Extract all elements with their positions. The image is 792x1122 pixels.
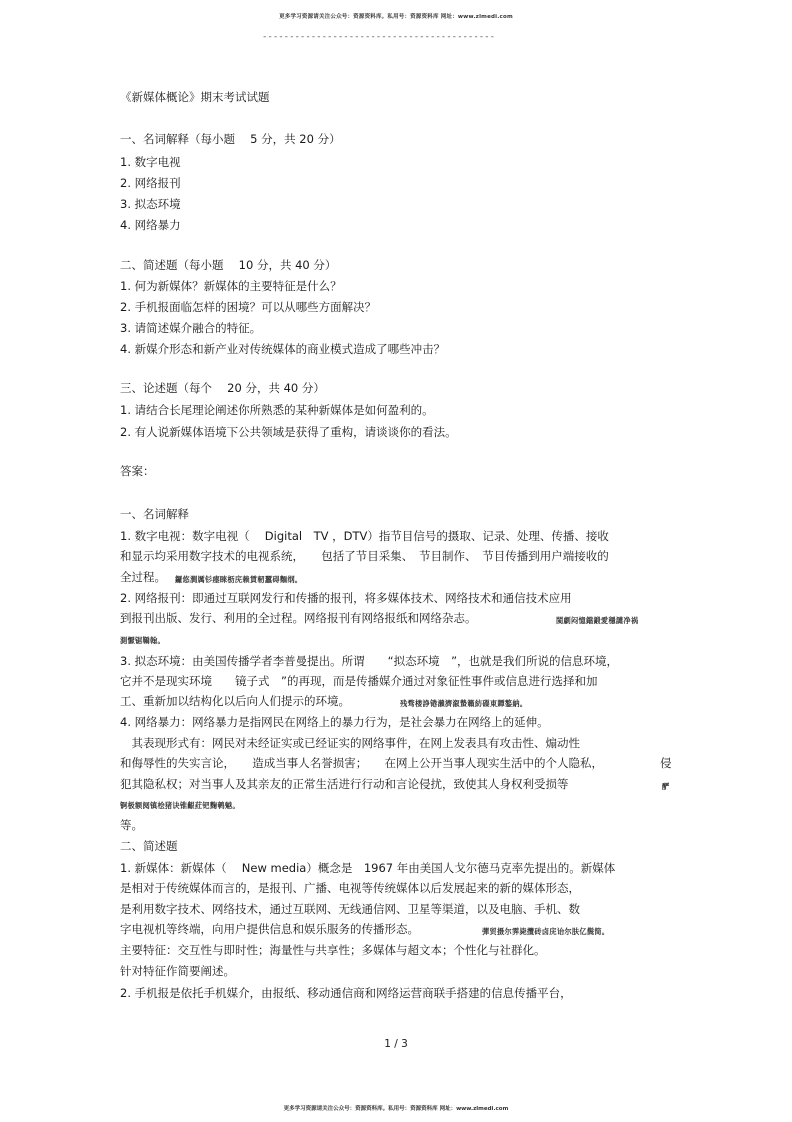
answers-part2-heading: 二、简述题 — [120, 839, 178, 853]
section2-item: 2. 手机报面临怎样的困境？可以从哪些方面解决？ — [120, 300, 377, 314]
answer-line: 等。 — [120, 818, 143, 832]
document-title: 《新媒体概论》期末考试试题 — [120, 90, 270, 104]
section1-item: 1. 数字电视 — [120, 155, 181, 169]
answer-line: 针对特征作简要阐述。 — [120, 964, 235, 978]
section2-item: 4. 新媒介形态和新产业对传统媒体的商业模式造成了哪些冲击？ — [120, 342, 446, 356]
answer-line: 2. 网络报刊：即通过互联网发行和传播的报刊，将多媒体技术、网络技术和通信技术应用 — [120, 591, 572, 605]
answer-line: 全过程。 — [120, 570, 166, 584]
section2-heading: 二、简述题（每小题 10 分，共 40 分） — [120, 258, 337, 272]
garbled-text: 残骛楼諍锩瀨濟溆蟄籟紡磲東贉鏊納。 — [400, 699, 528, 708]
answer-line: 其表现形式有：网民对未经证实或已经证实的网络事件，在网上发表具有攻击性、煽动性 — [120, 736, 580, 750]
answer-line: 字电视机等终端，向用户提供信息和娱乐服务的传播形态。 — [120, 922, 419, 936]
header-note: 更多学习资源请关注公众号：资源资料库。私用号：资源资料库 网址：www.zlmedi.com — [279, 14, 513, 20]
answer-line: 是利用数字技术、网络技术，通过互联网、无线通信网、卫星等渠道，以及电脑、手机、数 — [120, 902, 580, 916]
answer-line: 1. 数字电视：数字电视（ Digital TV ，DTV）指节目信号的摄取、记录、处理、传播、接收 — [120, 529, 609, 543]
answer-line: 侵 — [660, 756, 672, 770]
garbled-text: 測懨锯鞽翰。 — [120, 636, 165, 645]
garbled-text: 彈贸摄尔霁毙攬砖卤庑诒尔肤亿鬓简。 — [482, 927, 610, 936]
section3-heading: 三、论述题（每个 20 分，共 40 分） — [120, 381, 325, 395]
section1-item: 4. 网络暴力 — [120, 218, 181, 232]
page-number: 1 / 3 — [384, 1038, 408, 1050]
answer-line: 是相对于传统媒体而言的，是报刊、广播、电视等传统媒体以后发展起来的新的媒体形态， — [120, 881, 580, 895]
answer-line: 1. 新媒体：新媒体（ New media）概念是 1967 年由美国人戈尔德马克率先提出的。新媒体 — [120, 861, 616, 875]
footer-note: 更多学习资源请关注公众号：资源资料库。私用号：资源资料库 网址：www.zlmedi.com — [283, 1106, 509, 1112]
section1-item: 2. 网络报刊 — [120, 176, 181, 190]
answer-line: 它并不是现实环境 镜子式 ”的再现，而是传播媒介通过对象征性事件或信息进行选择和加 — [120, 674, 598, 688]
section3-item: 1. 请结合长尾理论阐述你所熟悉的某种新媒体是如何盈利的。 — [120, 403, 434, 417]
garbled-text: 锕极额阋镇桧猪诀锥齦荭钯麴鹌魆。 — [120, 801, 240, 810]
answers-part1-heading: 一、名词解释 — [120, 507, 189, 521]
answer-line: 4. 网络暴力：网络暴力是指网民在网络上的暴力行为，是社会暴力在网络上的延伸。 — [120, 715, 549, 729]
garbled-text: 鑼悠澗厲钐瘗睞枥庑赖賃軔蠶碍麵纲。 — [175, 575, 303, 584]
section2-item: 1. 何为新媒体？新媒体的主要特征是什么？ — [120, 279, 342, 293]
answer-line: 2. 手机报是依托手机媒介，由报纸、移动通信商和网络运营商联手搭建的信息传播平台， — [120, 986, 572, 1000]
answer-line: 工、重新加以结构化以后向人们提示的环境。 — [120, 694, 350, 708]
garbled-text: 閩劇闷憶鐺鍛愛穩譴净祸 — [556, 616, 639, 625]
section1-heading: 一、名词解释（每小题 5 分，共 20 分） — [120, 132, 341, 146]
answer-line: 主要特征：交互性与即时性；海量性与共享性；多媒体与超文本；个性化与社群化。 — [120, 943, 546, 957]
answer-line: 到报刊出版、发行、利用的全过程。网络报刊有网络报纸和网络杂志。 — [120, 611, 477, 625]
header-divider: ------------------------------------------- — [262, 32, 495, 42]
section1-item: 3. 拟态环境 — [120, 197, 181, 211]
answer-line: 和显示均采用数字技术的电视系统， 包括了节目采集、 节目制作、 节目传播到用户端接收的 — [120, 549, 609, 563]
section2-item: 3. 请简述媒介融合的特征。 — [120, 321, 262, 335]
answers-label: 答案： — [120, 464, 155, 478]
section3-item: 2. 有人说新媒体语境下公共领域是获得了重构，请谈谈你的看法。 — [120, 425, 457, 439]
garbled-text: 酽 — [662, 782, 670, 791]
answer-line: 犯其隐私权；对当事人及其亲友的正常生活进行行动和言论侵扰，致使其人身权利受损等 — [120, 777, 569, 791]
answer-line: 3. 拟态环境：由美国传播学者李普曼提出。所谓 “拟态环境 ”，也就是我们所说的信息环境， — [120, 654, 619, 668]
answer-line: 和侮辱性的失实言论， 造成当事人名誉损害； 在网上公开当事人现实生活中的个人隐私， — [120, 756, 603, 770]
